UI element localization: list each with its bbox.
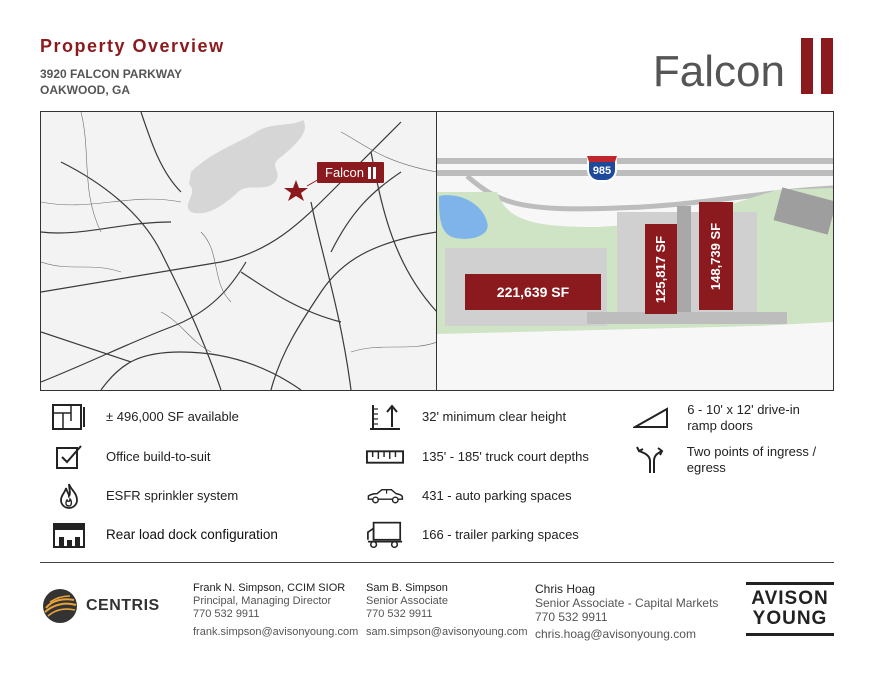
contact-name: Sam B. Simpson	[366, 582, 448, 594]
contact-email[interactable]: chris.hoag@avisonyoung.com	[535, 627, 696, 641]
maps-panel	[40, 111, 834, 391]
contact-title: Senior Associate - Capital Markets	[535, 596, 719, 610]
feature-text: ± 496,000 SF available	[106, 409, 239, 424]
contact-email[interactable]: sam.simpson@avisonyoung.com	[366, 626, 528, 638]
dock-icon	[50, 520, 88, 550]
building-2-label: 125,817 SF	[653, 235, 669, 303]
contact-name: Frank N. Simpson, CCIM SIOR	[193, 582, 346, 594]
contact-email[interactable]: frank.simpson@avisonyoung.com	[193, 626, 359, 638]
centris-name: CENTRIS	[86, 597, 160, 614]
address-line-2: OAKWOOD, GA	[40, 83, 130, 97]
building-1	[465, 274, 601, 310]
contact-phone: 770 532 9911	[193, 608, 260, 620]
feature-text: ESFR sprinkler system	[106, 488, 239, 503]
feature-ramp-doors	[632, 402, 832, 434]
feature-trailer-parking	[366, 520, 579, 550]
brand-text: Falcon	[652, 47, 785, 96]
features-grid	[40, 400, 834, 560]
feature-dock	[50, 520, 278, 550]
address-line-1: 3920 FALCON PARKWAY	[40, 67, 183, 81]
regional-map-graphic	[41, 112, 437, 390]
contact-card-sam	[366, 582, 528, 639]
feature-clear-height	[366, 402, 566, 432]
feature-sprinkler	[50, 481, 238, 511]
avison-young-logo	[746, 582, 834, 636]
interstate-shield-icon	[587, 156, 617, 182]
floorplan-icon	[50, 402, 88, 432]
ramp-icon	[632, 403, 669, 433]
footer-divider	[40, 562, 834, 563]
feature-office	[50, 442, 211, 472]
centris-logo	[42, 588, 160, 624]
building-1-label: 221,639 SF	[496, 284, 570, 300]
building-3	[699, 202, 733, 310]
feature-text: Two points of ingress / egress	[686, 444, 817, 475]
feature-auto-parking	[366, 481, 572, 511]
ay-logo-line2: YOUNG	[752, 608, 828, 629]
falcon-map-callout	[317, 162, 384, 183]
page-title: Property Overview	[40, 36, 225, 56]
contact-card-chris	[535, 582, 718, 641]
checkbox-icon	[50, 442, 88, 472]
falcon-brand-logo	[653, 38, 833, 94]
contact-name: Chris Hoag	[535, 582, 596, 596]
car-icon	[366, 481, 404, 511]
feature-text: Office build-to-suit	[106, 449, 211, 464]
callout-bars-icon	[368, 167, 376, 179]
flame-icon	[50, 481, 88, 511]
interstate-number: 985	[592, 165, 612, 177]
ruler-icon	[366, 442, 404, 472]
feature-text: Rear load dock configuration	[106, 527, 278, 542]
site-plan-graphic	[437, 112, 833, 390]
feature-text: 6 - 10' x 12' drive-in ramp doors	[687, 402, 800, 433]
feature-available-sf	[50, 402, 239, 432]
contact-phone: 770 532 9911	[366, 608, 433, 620]
contact-phone: 770 532 9911	[535, 610, 608, 624]
centris-mark-icon	[42, 588, 78, 624]
building-2	[645, 224, 677, 314]
ingress-arrows-icon	[632, 445, 669, 475]
feature-truck-court	[366, 442, 589, 472]
clear-height-icon	[366, 402, 404, 432]
contact-card-frank	[193, 582, 358, 639]
feature-ingress	[632, 444, 832, 476]
brand-bars-icon	[801, 38, 833, 94]
feature-text: 32' minimum clear height	[422, 409, 567, 424]
feature-text: 166 - trailer parking spaces	[422, 527, 579, 542]
trailer-icon	[366, 520, 404, 550]
feature-text: 431 - auto parking spaces	[422, 488, 572, 503]
feature-text: 135' - 185' truck court depths	[422, 449, 589, 464]
ay-logo-line1: AVISON	[751, 588, 829, 609]
site-plan	[437, 112, 833, 390]
regional-map	[41, 112, 437, 390]
callout-label: Falcon	[325, 165, 365, 180]
building-3-label: 148,739 SF	[708, 222, 724, 290]
contact-title: Principal, Managing Director	[193, 595, 332, 607]
contact-title: Senior Associate	[366, 595, 448, 607]
